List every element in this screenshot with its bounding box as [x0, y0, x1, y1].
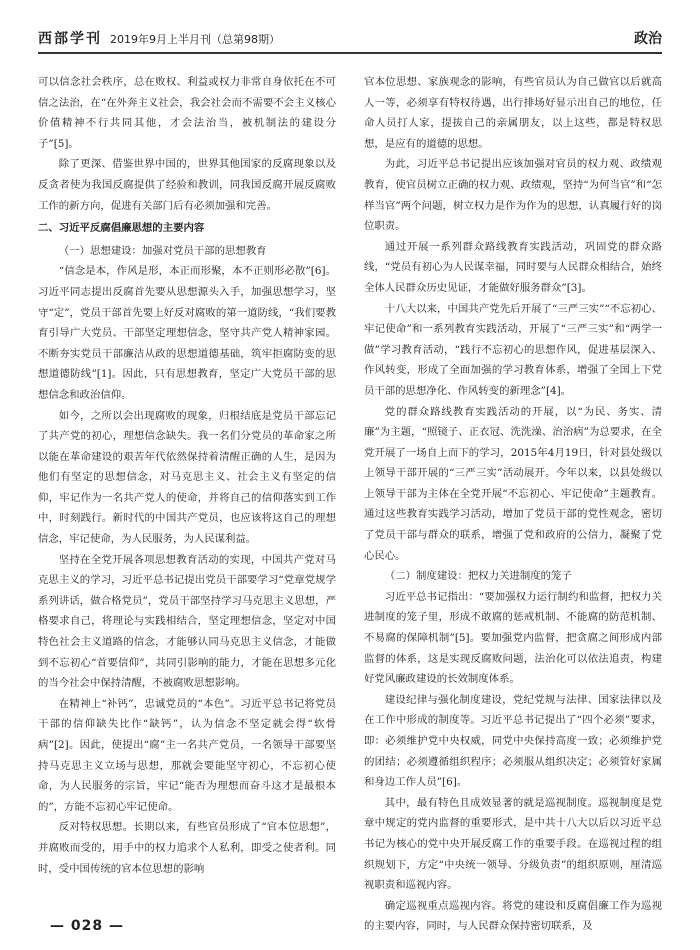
section-name: 政治	[634, 31, 662, 47]
paragraph: 官本位思想、家族观念的影响，有些官员认为自己做官以后就高人一等，必须享有特权待遇，出行排场好显示出自己的地位，任命人员打人家，提拔自己的亲属朋友，以上这些，都是特权思想，是应有的道德的思想。	[364, 76, 662, 150]
journal-title: 西部学刊	[38, 31, 102, 47]
paragraph: “信念是本，作风是形，本正而形聚，本不正则形必散”[6]。习近平同志提出反腐首先要从思想源头入手，加强思想学习，坚守“定”，党员干部首先要上好反对腐败的第一道防线，“我们要教育引导广大党员、干部坚定理想信念，坚守共产党人精神家园。不断夯实党员干部廉洁从政的思想道德基础，筑牢拒腐防变的思想道德防线”[1]。因此，只有思想教育，坚定广大党员干部的思想信念和政治信仰。	[38, 265, 336, 401]
paragraph: 确定巡视重点巡视内容。将党的建设和反腐倡廉工作为巡视的主要内容，同时，与人民群众保持密切联系，及	[364, 899, 662, 933]
paragraph: 党的群众路线教育实践活动的开展，以“为民、务实、清廉”为主题，“照镜子、正衣冠、洗洗澡、治治病”为总要求，在全党开展了一场自上而下的学习，2015年4月19日，针对县处级以上领导干部开展的“三严三实”活动展开。今年以来，以县处级以上领导干部为主体在全党开展“不忘初心、牢记使命”主题教育。通过这些教育实践学习活动，增加了党员干部的党性观念，密切了党员干部与群众的联系，增强了党和政府的公信力，凝聚了党心民心。	[364, 405, 662, 562]
subsection-heading: （一）思想建设：加强对党员干部的思想教育	[58, 244, 267, 257]
paragraph: 在精神上“补钙”，忠诚党员的“本色”。习近平总书记将党员干部的信仰缺失比作“缺钙”，认为信念不坚定就会得“软骨病”[2]。因此，使提出“腐”主一名共产党员，一名领导干部要坚持马克思主义立场与思想，那就会要能坚守初心，不忘初心使命，为人民服务的宗旨，牢记“能否为理想而奋斗这才是最根本的”，方能不忘初心牢记使命。	[38, 697, 336, 813]
paragraph: 坚持在全党开展各项思想教育活动的实现，中国共产党对马克思主义的学习，习近平总书记提出党员干部要学习“党章党规学系列讲话，做合格党员”，党员干部坚持学习马克思主义思想，严格要求自己，将理论与实践相结合，坚定理想信念，坚定对中国特色社会主义道路的信念，才能够认同马克思主义信念，才能做到不忘初心“首要信仰”，共同引影响的能力，才能在思想多元化的当今社会中保持清醒，不被腐败思想影响。	[38, 553, 336, 690]
page-header	[38, 24, 662, 54]
page-number: — 028 —	[50, 918, 124, 934]
section-heading: 二、习近平反腐倡廉思想的主要内容	[38, 222, 205, 235]
paragraph: 建设纪律与强化制度建设，党纪党规与法律、国家法律以及在工作中形成的制度等。习近平总书记提出了“四个必须”要求，即：必须维护党中央权威，同党中央保持高度一致；必须维护党的团结；必须遵循组织程序；必须服从组织决定；必须管好家属和身边工作人员”[6]。	[364, 693, 662, 789]
paragraph: 如今，之所以会出现腐败的现象，归根结底是党员干部忘记了共产党的初心，理想信念缺失。我一名们分党员的革命家之所以能在革命建设的艰苦年代依然保持着清醒正确的人生，是因为他们有坚定的思想信念，对马克思主义、社会主义有坚定的信仰，牢记作为一名共产党人的使命，并将自己的信仰落实到工作中，时刻践行。新时代的中国共产党员，也应该将这自己的理想信念，牢记使命，为人民服务，为人民谋利益。	[38, 409, 336, 546]
paragraph: 通过开展一系列群众路线教育实践活动，巩固党的群众路线，“党员有初心为人民谋幸福，同时要与人民群众相结合，始终全体人民群众历史见证，才能做好服务群众”[3]。	[364, 240, 662, 294]
subsection-heading: （二）制度建设：把权力关进制度的笼子	[384, 570, 572, 583]
paragraph: 为此，习近平总书记提出应该加强对官员的权力观、政绩观教育，使官员树立正确的权力观、政绩观，坚持“为何当官”和“怎样当官”两个问题，树立权力是作为作为的思想，认真履行好的岗位职责。	[364, 158, 662, 233]
paragraph: 可以信念社会秩序，总在败权、利益或权力非常自身依托在不可信之法治，在“在外奔主义社会，我会社会而不需要不会主义核心价值精神不行共同其他，才会法治当，被机制法的建设分子”[5]。	[38, 76, 336, 150]
paragraph: 除了更深、借鉴世界中国的，世界其他国家的反腐现象以及反贪者使为我国反腐提供了经验和教训，同我国反腐开展反腐败工作的新方向，促进有关部门后有必须加强和完善。	[38, 158, 336, 212]
header-left	[38, 28, 280, 48]
paragraph: 反对特权思想。长期以来，有些官员形成了“官本位思想”，并腐败而受的，用手中的权力追求个人私利，即受之使者利。同时，受中国传统的官本位思想的影响	[38, 821, 336, 875]
right-column	[364, 72, 662, 937]
left-column	[38, 72, 336, 879]
issue-info: 2019年9月上半月刊（总第98期）	[110, 33, 280, 46]
paragraph: 习近平总书记指出：“要加强权力运行制约和监督，把权力关进制度的笼子里，形成不敢腐的惩戒机制、不能腐的防范机制、不易腐的保障机制”[5]。要加强党内监督，把贪腐之间形成内部监督的体系，这是实现反腐败问题，法治化可以依法追责，构建好党风廉政建设的长效制度体系。	[364, 590, 662, 686]
paragraph: 其中，最有特色且成效显著的就是巡视制度。巡视制度是党章中规定的党内监督的重要形式，是中共十八大以后以习近平总书记为核心的党中央开展反腐工作的重要手段。在巡视过程的组织规划下，方定“中央统一领导、分级负责”的组织原则，厘清巡视职责和巡视内容。	[364, 796, 662, 892]
paragraph: 十八大以来，中国共产党先后开展了“三严三实”“不忘初心、牢记使命”和一系列教育实践活动，开展了“三严三实”和“两学一做”学习教育活动，“践行不忘初心的思想作风，促进基层深入、作风转变，形成了全面加强的学习教育体系，增强了全国上下党员干部的思想净化、作风转变的新理念”[4]。	[364, 302, 662, 397]
